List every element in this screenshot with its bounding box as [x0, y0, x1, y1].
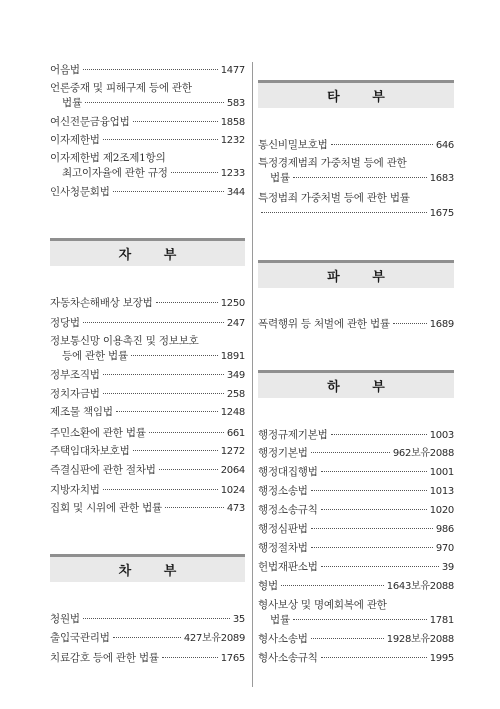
- index-entry[interactable]: [258, 484, 454, 499]
- dot-leader: [321, 509, 427, 510]
- index-entry[interactable]: [50, 483, 245, 498]
- index-entry[interactable]: [50, 185, 245, 200]
- entry-page: 1248: [220, 407, 245, 418]
- dot-leader: [103, 374, 224, 375]
- dot-leader: [85, 102, 224, 103]
- index-entry[interactable]: [258, 522, 454, 537]
- entry-title: 정보통신망 이용촉진 및 정보보호: [50, 335, 199, 347]
- index-entry[interactable]: [258, 541, 454, 556]
- entry-page: 1233: [220, 168, 245, 179]
- entry-title: 즉결심판에 관한 절차법: [50, 464, 156, 476]
- entry-page: 1858: [220, 117, 245, 128]
- entry-page: 35: [232, 614, 245, 625]
- entry-title: 행정기본법: [258, 447, 308, 459]
- column-divider: [252, 62, 253, 687]
- entry-page: 1683: [429, 173, 454, 184]
- entry-title: 지방자치법: [50, 484, 100, 496]
- entry-page: 1272: [220, 446, 245, 457]
- entry-title: 정당법: [50, 317, 80, 329]
- entry-page: 1995: [429, 653, 454, 664]
- dot-leader: [311, 490, 427, 491]
- entry-page: 1003: [429, 430, 454, 441]
- entry-page: 344: [226, 187, 245, 198]
- section-title: 타 부: [327, 90, 399, 105]
- entry-page: 986: [435, 524, 454, 535]
- entry-page: 473: [226, 503, 245, 514]
- entry-title: 특정경제범죄 가중처벌 등에 관한: [258, 157, 407, 169]
- index-entry[interactable]: [50, 63, 245, 78]
- entry-page: 1020: [429, 505, 454, 516]
- entry-page: 646: [435, 140, 454, 151]
- entry-title: 행정소송법: [258, 485, 308, 497]
- entry-page: 1928보유2088: [386, 634, 454, 645]
- entry-page: 349: [226, 370, 245, 381]
- entry-page: 2064: [220, 465, 245, 476]
- entry-page: 1477: [220, 65, 245, 76]
- entry-title-cont: 최고이자율에 관한 규정: [62, 167, 168, 179]
- dot-leader: [83, 69, 218, 70]
- dot-leader: [165, 507, 224, 508]
- entry-title-cont: 법률: [270, 614, 290, 626]
- section-header-cha: [50, 554, 245, 582]
- entry-page: 1675: [429, 208, 454, 219]
- index-entry[interactable]: [50, 334, 245, 364]
- index-entry[interactable]: [258, 317, 454, 332]
- dot-leader: [331, 434, 427, 435]
- entry-title: 주택임대차보호법: [50, 445, 130, 457]
- entry-page: 583: [226, 98, 245, 109]
- index-entry[interactable]: [258, 138, 454, 153]
- entry-page: 1689: [429, 319, 454, 330]
- entry-title: 자동차손해배상 보장법: [50, 297, 153, 309]
- entry-page: 258: [226, 389, 245, 400]
- index-entry[interactable]: [50, 426, 245, 441]
- dot-leader: [131, 355, 218, 356]
- index-entry[interactable]: [258, 465, 454, 480]
- entry-title: 여신전문금융업법: [50, 116, 130, 128]
- entry-title: 형사보상 및 명예회복에 관한: [258, 599, 387, 611]
- entry-title-cont: 등에 관한 법률: [62, 350, 128, 362]
- dot-leader: [321, 566, 439, 567]
- entry-title: 행정소송규칙: [258, 504, 318, 516]
- dot-leader: [103, 489, 218, 490]
- dot-leader: [133, 450, 218, 451]
- dot-leader: [331, 144, 433, 145]
- entry-title: 치료감호 등에 관한 법률: [50, 652, 159, 664]
- entry-title: 행정규제기본법: [258, 429, 328, 441]
- dot-leader: [103, 393, 224, 394]
- entry-page: 1024: [220, 485, 245, 496]
- dot-leader: [116, 411, 218, 412]
- entry-page: 661: [226, 428, 245, 439]
- index-entry[interactable]: [50, 405, 245, 420]
- index-entry[interactable]: [50, 444, 245, 459]
- entry-title: 집회 및 시위에 관한 법률: [50, 502, 162, 514]
- index-entry[interactable]: [50, 81, 245, 111]
- entry-title: 언론중재 및 피해구제 등에 관한: [50, 82, 192, 94]
- index-entry[interactable]: [50, 151, 245, 181]
- dot-leader: [293, 619, 427, 620]
- entry-title: 헌법재판소법: [258, 561, 318, 573]
- index-entry[interactable]: [50, 501, 245, 516]
- dot-leader: [113, 637, 181, 638]
- index-entry[interactable]: [258, 651, 454, 666]
- entry-title: 청원법: [50, 613, 80, 625]
- section-header-ta: [258, 80, 454, 108]
- dot-leader: [149, 432, 224, 433]
- section-title: 하 부: [327, 380, 399, 395]
- dot-leader: [311, 547, 433, 548]
- entry-title: 행정대집행법: [258, 466, 318, 478]
- section-title: 자 부: [118, 248, 191, 263]
- dot-leader: [159, 469, 218, 470]
- dot-leader: [162, 657, 218, 658]
- entry-page: 970: [435, 543, 454, 554]
- entry-page: 962보유2088: [392, 448, 454, 459]
- index-entry[interactable]: [50, 651, 245, 666]
- dot-leader: [113, 191, 224, 192]
- dot-leader: [83, 618, 230, 619]
- entry-page: 1781: [429, 615, 454, 626]
- entry-title: 제조물 책임법: [50, 406, 113, 418]
- entry-title: 정치자금법: [50, 388, 100, 400]
- section-header-pa: [258, 260, 454, 288]
- entry-title: 행정절차법: [258, 542, 308, 554]
- entry-page: 1643보유2088: [386, 581, 454, 592]
- index-entry[interactable]: [50, 296, 245, 311]
- index-entry[interactable]: [258, 446, 454, 461]
- index-entry[interactable]: [258, 503, 454, 518]
- entry-page: 1765: [220, 653, 245, 664]
- entry-title: 형사소송규칙: [258, 652, 318, 664]
- index-entry[interactable]: [50, 316, 245, 331]
- index-entry[interactable]: [258, 598, 454, 628]
- entry-page: 1891: [220, 351, 245, 362]
- entry-title: 이자제한법: [50, 134, 100, 146]
- entry-title-cont: 법률: [270, 172, 290, 184]
- index-entry[interactable]: [258, 156, 454, 186]
- dot-leader: [393, 323, 427, 324]
- index-entry[interactable]: [258, 428, 454, 443]
- entry-page: 1013: [429, 486, 454, 497]
- entry-page: 1232: [220, 135, 245, 146]
- entry-page: 39: [441, 562, 454, 573]
- entry-title: 통신비밀보호법: [258, 139, 328, 151]
- entry-title: 이자제한법 제2조제1항의: [50, 152, 166, 164]
- entry-page: 1001: [429, 467, 454, 478]
- entry-page: 247: [226, 318, 245, 329]
- dot-leader: [261, 212, 427, 213]
- dot-leader: [171, 172, 218, 173]
- section-header-ha: [258, 370, 454, 398]
- index-entry[interactable]: [50, 368, 245, 383]
- index-entry[interactable]: [50, 631, 245, 646]
- entry-title: 어음법: [50, 64, 80, 76]
- entry-page: 427보유2089: [183, 633, 245, 644]
- index-entry[interactable]: [258, 632, 454, 647]
- index-entry[interactable]: [50, 463, 245, 478]
- index-entry[interactable]: [50, 133, 245, 148]
- entry-title-cont: 법률: [62, 97, 82, 109]
- index-entry[interactable]: [50, 612, 245, 627]
- entry-title: 주민소환에 관한 법률: [50, 427, 146, 439]
- dot-leader: [311, 528, 433, 529]
- dot-leader: [321, 471, 427, 472]
- dot-leader: [83, 322, 224, 323]
- section-header-ja: [50, 238, 245, 266]
- index-entry[interactable]: [50, 387, 245, 402]
- dot-leader: [281, 585, 384, 586]
- index-entry[interactable]: [258, 191, 454, 221]
- dot-leader: [311, 452, 390, 453]
- entry-title: 정부조직법: [50, 369, 100, 381]
- dot-leader: [156, 302, 218, 303]
- index-entry[interactable]: [258, 579, 454, 594]
- dot-leader: [133, 121, 218, 122]
- entry-title: 출입국관리법: [50, 632, 110, 644]
- entry-title: 인사청문회법: [50, 186, 110, 198]
- dot-leader: [321, 657, 427, 658]
- entry-title: 행정심판법: [258, 523, 308, 535]
- entry-title: 특정범죄 가중처벌 등에 관한 법률: [258, 192, 410, 204]
- section-title: 차 부: [118, 564, 191, 579]
- dot-leader: [311, 638, 384, 639]
- entry-title: 폭력행위 등 처벌에 관한 법률: [258, 318, 390, 330]
- section-title: 파 부: [327, 270, 399, 285]
- index-entry[interactable]: [50, 115, 245, 130]
- entry-title: 형법: [258, 580, 278, 592]
- dot-leader: [293, 177, 427, 178]
- index-entry[interactable]: [258, 560, 454, 575]
- entry-page: 1250: [220, 298, 245, 309]
- entry-title: 형사소송법: [258, 633, 308, 645]
- dot-leader: [103, 139, 218, 140]
